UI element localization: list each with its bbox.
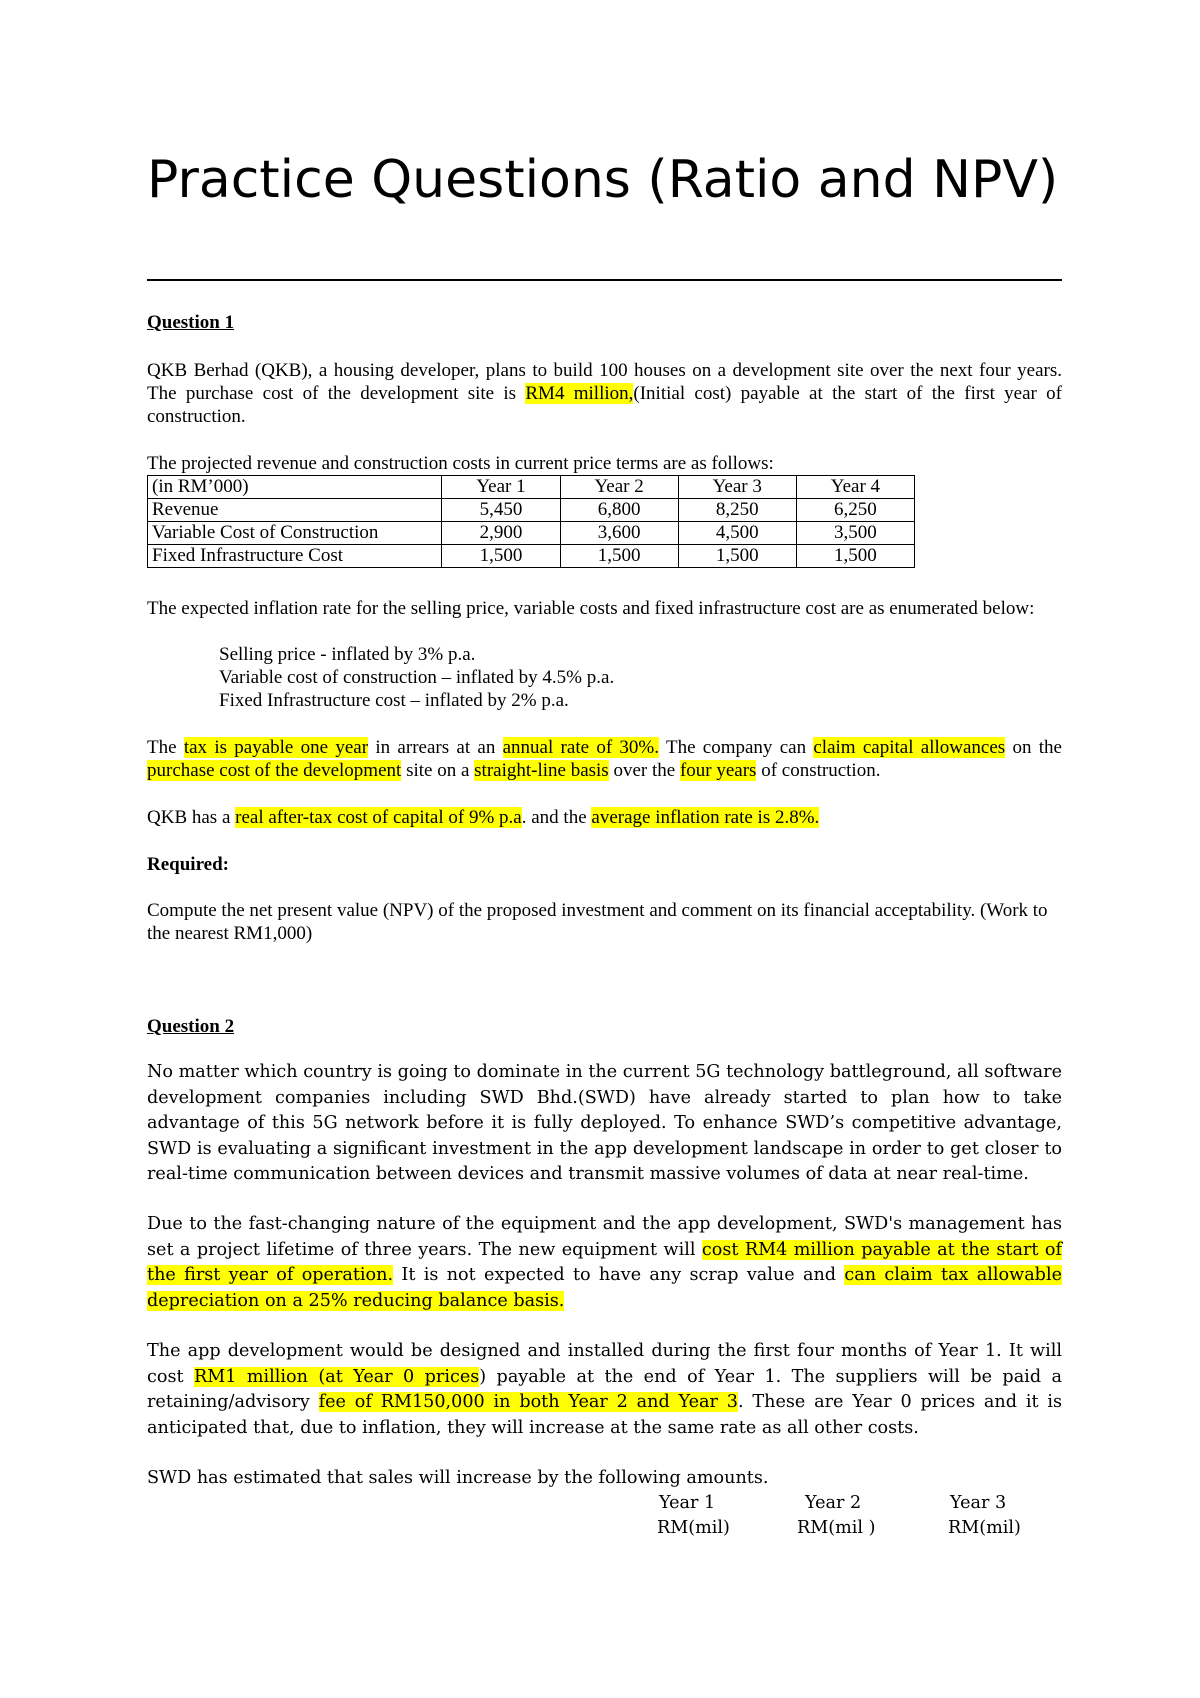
highlight-purchase-cost: purchase cost of the development bbox=[147, 760, 402, 781]
table-header-row bbox=[148, 476, 915, 499]
table-cell: 2,900 bbox=[442, 522, 560, 545]
question-2-paragraph-2: Due to the fast-changing nature of the equipment and the app development, SWD's management has set a project lifetime of three years. The new equipment will cost RM4 million payable at the start of the first year of operation. It is not expected to have any scrap value and can claim tax allowable depreciation on a 25% reducing balance basis. bbox=[147, 1214, 1062, 1311]
year-header: Year 2 bbox=[805, 1493, 862, 1513]
unit-label: RM(mil) bbox=[657, 1518, 730, 1538]
title-underline bbox=[147, 279, 1062, 281]
table-cell: 4,500 bbox=[678, 522, 796, 545]
inflation-item: Variable cost of construction – inflated by 4.5% p.a. bbox=[219, 667, 615, 688]
page-title: Practice Questions (Ratio and NPV) bbox=[147, 150, 1059, 210]
table-caption: The projected revenue and construction costs in current price terms are as follows: bbox=[147, 453, 774, 474]
table-row bbox=[148, 522, 915, 545]
projection-table bbox=[147, 475, 915, 568]
table-cell: 1,500 bbox=[678, 545, 796, 568]
table-cell: 3,600 bbox=[560, 522, 678, 545]
table-cell: 1,500 bbox=[560, 545, 678, 568]
question-2-heading: Question 2 bbox=[147, 1016, 235, 1037]
highlight-app-cost: RM1 million (at Year 0 prices bbox=[193, 1366, 480, 1387]
required-label: Required: bbox=[147, 854, 229, 875]
year-header: Year 1 bbox=[659, 1493, 716, 1513]
highlight-four-years: four years bbox=[679, 760, 757, 781]
table-header: Year 2 bbox=[560, 476, 678, 499]
highlight-depreciation: can claim tax allowable depreciation on a 25% reducing balance basis. bbox=[147, 1265, 1062, 1311]
inflation-item: Fixed Infrastructure cost – inflated by 2% p.a. bbox=[219, 690, 569, 711]
question-2-paragraph-1: No matter which country is going to dominate in the current 5G technology battleground, all software development companies including SWD Bhd.(SWD) have already started to plan how to take advantage of this 5G network before it is fully deployed. To enhance SWD’s competitive advantage, SWD is evaluating a significant investment in the app development landscape in order to get closer to real-time communication between devices and transmit massive volumes of data at near real-time. bbox=[147, 1062, 1062, 1184]
table-cell: 1,500 bbox=[796, 545, 914, 568]
highlight-capital-allowances: claim capital allowances bbox=[813, 737, 1006, 758]
table-header: Year 1 bbox=[442, 476, 560, 499]
question-1-intro: QKB Berhad (QKB), a housing developer, plans to build 100 houses on a development site over the next four years. The purchase cost of the development site is RM4 million,(Initial cost) payable at the start of the first year of construction. bbox=[147, 360, 1063, 427]
table-cell: 5,450 bbox=[442, 499, 560, 522]
table-cell: 3,500 bbox=[796, 522, 914, 545]
highlight-initial-cost: RM4 million, bbox=[525, 383, 634, 404]
highlight-advisory-fee: fee of RM150,000 in both Year 2 and Year 3 bbox=[318, 1392, 738, 1412]
highlight-tax-timing: tax is payable one year bbox=[183, 737, 369, 758]
table-row bbox=[148, 499, 915, 522]
table-cell: 1,500 bbox=[442, 545, 560, 568]
table-cell: 6,800 bbox=[560, 499, 678, 522]
highlight-straight-line: straight-line basis bbox=[474, 760, 609, 781]
question-2-paragraph-4: SWD has estimated that sales will increase by the following amounts. bbox=[147, 1468, 769, 1488]
highlight-equipment-cost: cost RM4 million payable at the start of the first year of operation. bbox=[147, 1239, 1062, 1285]
question-2-paragraph-3: The app development would be designed and installed during the first four months of Year 1. It will cost RM1 million (at Year 0 prices) payable at the end of Year 1. The suppliers will be paid a retaining/advisory fee of RM150,000 in both Year 2 and Year 3. These are Year 0 prices and it is anticipated that, due to inflation, they will increase at the same rate as all other costs. bbox=[147, 1341, 1062, 1438]
unit-label: RM(mil) bbox=[948, 1518, 1021, 1538]
tax-paragraph: The tax is payable one year in arrears at an annual rate of 30%. The company can claim capital allowances on the purchase cost of the development site on a straight-line basis over the four years of construction. bbox=[147, 737, 1062, 781]
year-header: Year 3 bbox=[950, 1493, 1007, 1513]
highlight-tax-rate: annual rate of 30%. bbox=[502, 737, 660, 758]
row-label: Revenue bbox=[148, 499, 442, 522]
table-header: Year 3 bbox=[678, 476, 796, 499]
inflation-intro: The expected inflation rate for the selling price, variable costs and fixed infrastructure cost are as enumerated below: bbox=[147, 598, 1035, 619]
capital-paragraph: QKB has a real after-tax cost of capital of 9% p.a. and the average inflation rate is 2.8%. bbox=[147, 807, 820, 828]
highlight-inflation-rate: average inflation rate is 2.8%. bbox=[591, 807, 820, 828]
question-1-heading: Question 1 bbox=[147, 312, 235, 333]
table-header: Year 4 bbox=[796, 476, 914, 499]
unit-label: RM(mil ) bbox=[797, 1518, 876, 1538]
inflation-item: Selling price - inflated by 3% p.a. bbox=[219, 644, 476, 665]
table-cell: 8,250 bbox=[678, 499, 796, 522]
table-cell: 6,250 bbox=[796, 499, 914, 522]
row-label: Fixed Infrastructure Cost bbox=[148, 545, 442, 568]
row-label: Variable Cost of Construction bbox=[148, 522, 442, 545]
table-header: (in RM’000) bbox=[148, 476, 442, 499]
table-row bbox=[148, 545, 915, 568]
highlight-cost-of-capital: real after-tax cost of capital of 9% p.a bbox=[235, 807, 522, 828]
required-text: Compute the net present value (NPV) of the proposed investment and comment on its financial acceptability. (Work to the nearest RM1,000) bbox=[147, 900, 1048, 944]
